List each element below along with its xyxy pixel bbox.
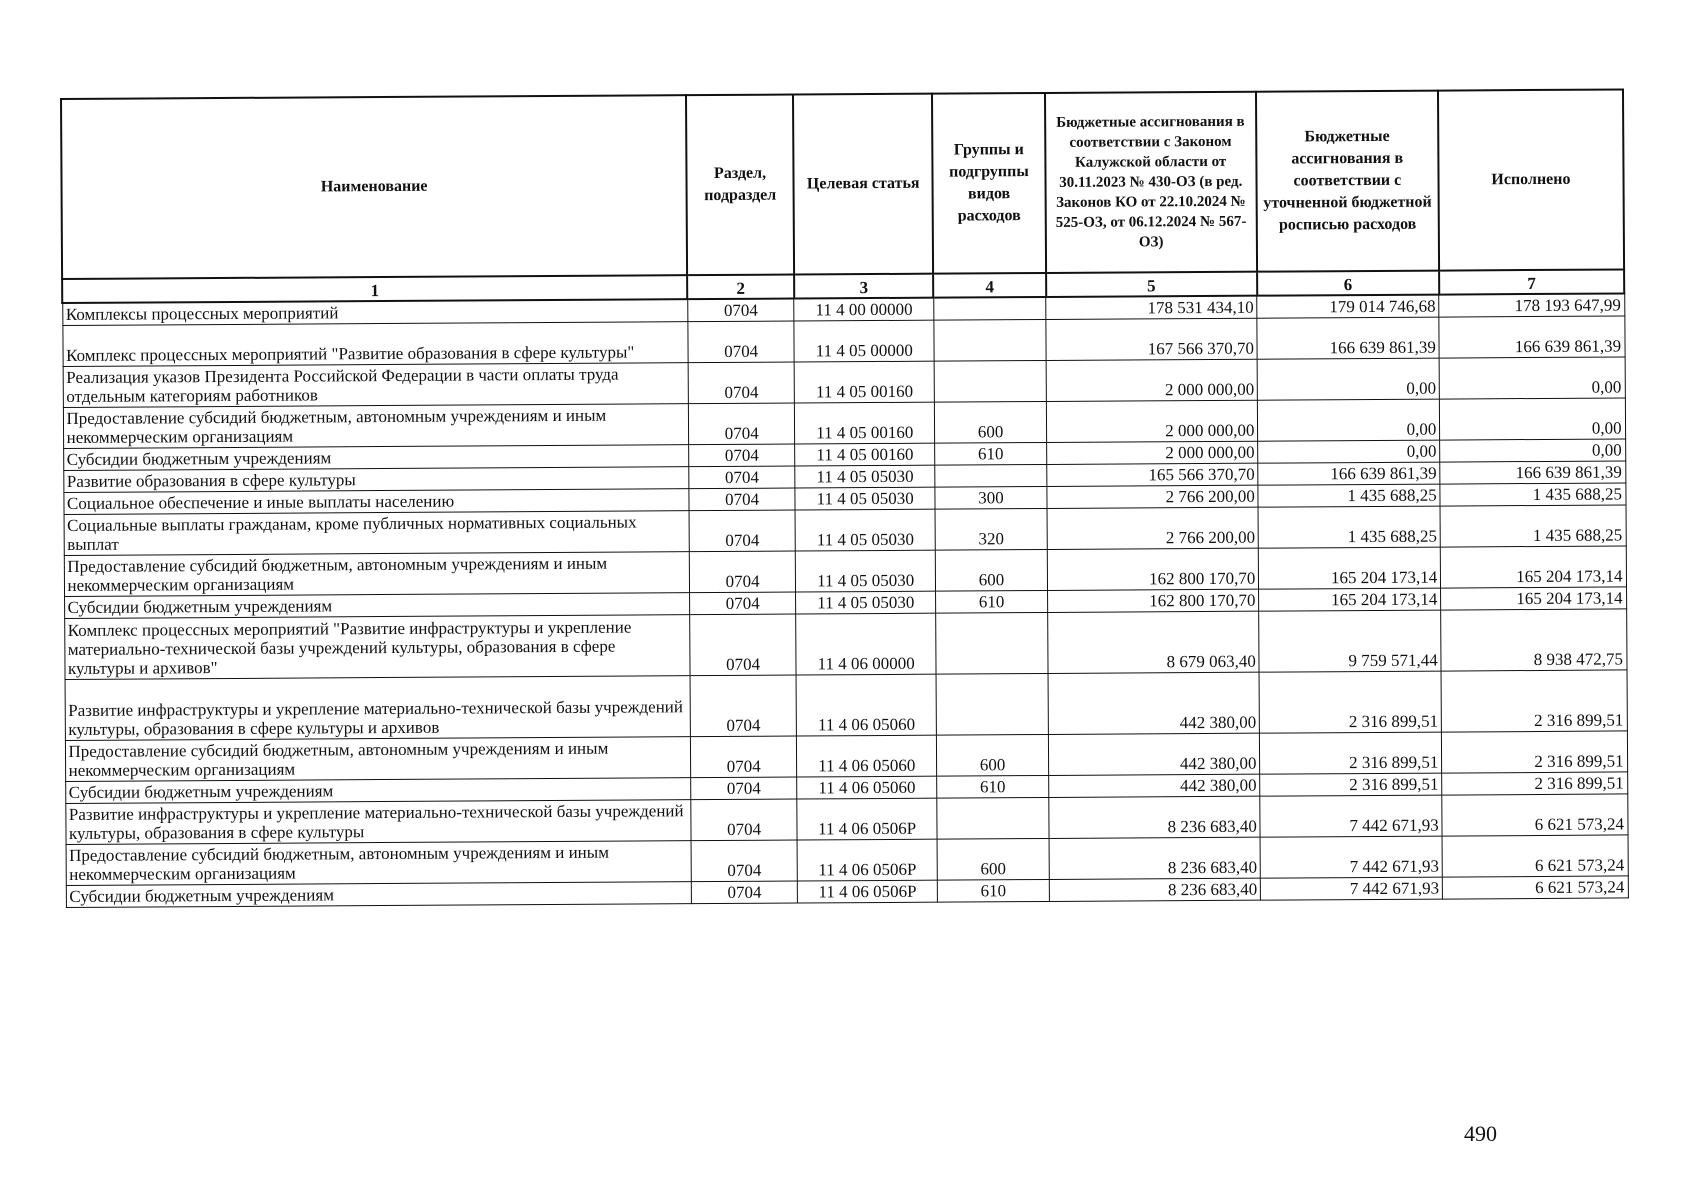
header-law-allocation: Бюджетные ассигнования в соответствии с Законом Калужской области от 30.11.2023 № 430-ОЗ (в ред. Законов КО от 22.10.2024 № 525-ОЗ, от 06.12.2024 № 567-ОЗ)	[1045, 92, 1257, 273]
row-executed-amount: 1 435 688,25	[1440, 505, 1625, 547]
budget-table	[60, 88, 1629, 908]
row-name: Социальное обеспечение и иные выплаты населению	[63, 489, 688, 515]
row-name: Комплекс процессных мероприятий "Развитие образования в сфере культуры"	[62, 322, 687, 367]
page-number: 490	[1464, 1121, 1497, 1146]
row-law-amount: 2 000 000,00	[1046, 400, 1258, 442]
header-expense-group: Группы и подгруппы видов расходов	[932, 93, 1045, 274]
row-name: Комплекс процессных мероприятий "Развитие инфраструктуры и укрепление материально-технической базы учреждений культуры, образования в сфере культуры и архивов"	[64, 615, 690, 680]
row-article: 11 4 06 0506Р	[798, 839, 938, 881]
row-law-amount: 8 236 683,40	[1049, 878, 1260, 901]
row-group	[934, 297, 1046, 320]
row-roster-amount: 2 316 899,51	[1260, 773, 1442, 796]
row-group	[936, 612, 1049, 674]
row-roster-amount: 166 639 861,39	[1258, 462, 1440, 485]
row-law-amount: 2 766 200,00	[1047, 507, 1259, 549]
column-number: 1	[62, 275, 687, 303]
row-group	[935, 464, 1047, 487]
row-executed-amount: 6 621 573,24	[1442, 794, 1627, 836]
column-number: 5	[1046, 272, 1257, 297]
row-law-amount: 165 566 370,70	[1047, 463, 1258, 486]
row-group	[937, 797, 1049, 839]
table-header-row	[61, 89, 1624, 279]
row-section: 0704	[689, 488, 796, 511]
row-law-amount: 8 236 683,40	[1049, 837, 1261, 879]
row-group: 600	[934, 401, 1046, 443]
row-group: 610	[935, 442, 1047, 465]
row-law-amount: 8 236 683,40	[1049, 796, 1261, 838]
row-section: 0704	[689, 592, 796, 615]
row-law-amount: 442 380,00	[1048, 672, 1260, 734]
row-name: Социальные выплаты гражданам, кроме публичных нормативных социальных выплат	[64, 511, 689, 556]
row-article: 11 4 05 00000	[794, 320, 934, 362]
row-group: 320	[935, 508, 1047, 550]
row-section: 0704	[691, 840, 798, 882]
column-number: 4	[933, 273, 1045, 298]
column-number: 6	[1257, 271, 1439, 296]
table-row	[65, 670, 1627, 741]
row-roster-amount: 0,00	[1258, 399, 1440, 441]
row-roster-amount: 0,00	[1258, 440, 1440, 463]
row-name: Субсидии бюджетным учреждениям	[66, 882, 691, 908]
row-article: 11 4 05 05030	[795, 487, 935, 510]
row-article: 11 4 06 0506Р	[797, 798, 937, 840]
row-name: Предоставление субсидий бюджетным, автономным учреждениям и иным некоммерческим организациям	[65, 737, 690, 782]
row-executed-amount: 2 316 899,51	[1442, 772, 1627, 795]
header-roster-allocation: Бюджетные ассигнования в соответствии с уточненной бюджетной росписью расходов	[1256, 91, 1439, 272]
row-executed-amount: 0,00	[1440, 439, 1625, 462]
row-group: 610	[935, 590, 1047, 613]
header-article: Целевая статья	[793, 94, 934, 275]
row-section: 0704	[688, 321, 795, 363]
row-article: 11 4 05 05030	[795, 465, 935, 488]
row-law-amount: 2 766 200,00	[1047, 485, 1258, 508]
row-law-amount: 2 000 000,00	[1047, 441, 1258, 464]
row-roster-amount: 1 435 688,25	[1258, 484, 1440, 507]
row-article: 11 4 05 05030	[795, 509, 935, 551]
header-name: Наименование	[61, 95, 687, 279]
row-name: Развитие инфраструктуры и укрепление материально-технической базы учреждений культуры, образования в сфере культуры	[65, 800, 690, 845]
row-roster-amount: 7 442 671,93	[1260, 795, 1442, 837]
row-roster-amount: 2 316 899,51	[1259, 671, 1441, 733]
row-section: 0704	[687, 299, 794, 322]
row-section: 0704	[689, 551, 796, 593]
row-law-amount: 2 000 000,00	[1046, 359, 1258, 401]
row-executed-amount: 165 204 173,14	[1441, 587, 1626, 610]
row-article: 11 4 05 00160	[795, 361, 935, 403]
row-article: 11 4 06 05060	[797, 735, 937, 777]
row-name: Комплексы процессных мероприятий	[62, 299, 687, 325]
row-article: 11 4 05 05030	[796, 591, 936, 614]
row-name: Предоставление субсидий бюджетным, автономным учреждениям и иным некоммерческим организациям	[63, 404, 688, 449]
row-executed-amount: 0,00	[1440, 398, 1625, 440]
header-executed: Исполнено	[1438, 89, 1624, 270]
row-section: 0704	[688, 362, 795, 404]
column-number: 2	[687, 275, 794, 300]
header-section: Раздел, подраздел	[686, 95, 794, 276]
row-group: 610	[937, 775, 1049, 798]
row-roster-amount: 165 204 173,14	[1259, 547, 1441, 589]
row-roster-amount: 179 014 746,68	[1257, 295, 1439, 319]
row-roster-amount: 7 442 671,93	[1260, 836, 1442, 878]
row-name: Предоставление субсидий бюджетным, автономным учреждениям и иным некоммерческим организациям	[66, 841, 691, 886]
row-law-amount: 442 380,00	[1049, 774, 1260, 797]
row-group	[934, 319, 1046, 361]
row-roster-amount: 2 316 899,51	[1260, 732, 1442, 774]
row-law-amount: 162 800 170,70	[1048, 589, 1259, 612]
row-executed-amount: 166 639 861,39	[1439, 316, 1624, 358]
row-executed-amount: 0,00	[1439, 357, 1624, 399]
row-roster-amount: 165 204 173,14	[1259, 588, 1441, 611]
row-article: 11 4 00 00000	[794, 298, 934, 321]
row-name: Субсидии бюджетным учреждениям	[63, 445, 688, 471]
row-law-amount: 442 380,00	[1048, 733, 1260, 775]
row-roster-amount: 9 759 571,44	[1259, 610, 1441, 672]
row-section: 0704	[688, 444, 795, 467]
row-law-amount: 162 800 170,70	[1047, 548, 1259, 590]
row-name: Развитие образования в сфере культуры	[63, 467, 688, 493]
row-roster-amount: 166 639 861,39	[1257, 317, 1439, 359]
row-article: 11 4 06 05060	[797, 674, 937, 736]
row-executed-amount: 8 938 472,75	[1441, 609, 1627, 671]
row-roster-amount: 0,00	[1258, 358, 1440, 400]
row-law-amount: 167 566 370,70	[1046, 318, 1258, 360]
row-name: Субсидии бюджетным учреждениям	[64, 593, 689, 619]
row-executed-amount: 6 621 573,24	[1443, 876, 1628, 899]
row-group: 600	[935, 549, 1047, 591]
row-section: 0704	[688, 466, 795, 489]
row-article: 11 4 06 05060	[797, 776, 937, 799]
column-number: 7	[1439, 269, 1624, 294]
row-article: 11 4 05 05030	[796, 550, 936, 592]
row-executed-amount: 178 193 647,99	[1439, 293, 1624, 317]
row-section: 0704	[690, 777, 797, 800]
row-section: 0704	[689, 510, 796, 552]
row-group: 600	[936, 734, 1048, 776]
column-number: 3	[794, 274, 934, 299]
row-section: 0704	[688, 403, 795, 445]
row-name: Предоставление субсидий бюджетным, автономным учреждениям и иным некоммерческим организациям	[64, 552, 689, 597]
row-roster-amount: 1 435 688,25	[1258, 506, 1440, 548]
row-group: 600	[937, 838, 1049, 880]
row-executed-amount: 2 316 899,51	[1442, 731, 1627, 773]
row-executed-amount: 165 204 173,14	[1441, 546, 1626, 588]
row-executed-amount: 6 621 573,24	[1442, 835, 1627, 877]
row-executed-amount: 166 639 861,39	[1440, 461, 1625, 484]
row-article: 11 4 06 0506Р	[798, 880, 938, 903]
row-group: 300	[935, 486, 1047, 509]
row-article: 11 4 05 00160	[795, 443, 935, 466]
row-group	[936, 673, 1049, 735]
row-law-amount: 178 531 434,10	[1046, 296, 1257, 320]
row-name: Субсидии бюджетным учреждениям	[65, 778, 690, 804]
row-section: 0704	[690, 675, 797, 737]
row-section: 0704	[691, 881, 798, 904]
row-article: 11 4 05 00160	[795, 402, 935, 444]
row-law-amount: 8 679 063,40	[1048, 611, 1260, 673]
table-row	[64, 609, 1626, 680]
row-name: Развитие инфраструктуры и укрепление материально-технической базы учреждений культуры, образования в сфере культуры и архивов	[65, 676, 691, 741]
row-executed-amount: 1 435 688,25	[1440, 483, 1625, 506]
row-executed-amount: 2 316 899,51	[1441, 670, 1627, 732]
row-roster-amount: 7 442 671,93	[1261, 877, 1443, 900]
row-group: 610	[937, 879, 1049, 902]
row-group	[934, 360, 1046, 402]
row-section: 0704	[691, 799, 798, 841]
row-article: 11 4 06 00000	[796, 613, 936, 675]
row-section: 0704	[689, 614, 796, 676]
row-section: 0704	[690, 736, 797, 778]
row-name: Реализация указов Президента Российской Федерации в части оплаты труда отдельным категориям работников	[63, 363, 688, 408]
